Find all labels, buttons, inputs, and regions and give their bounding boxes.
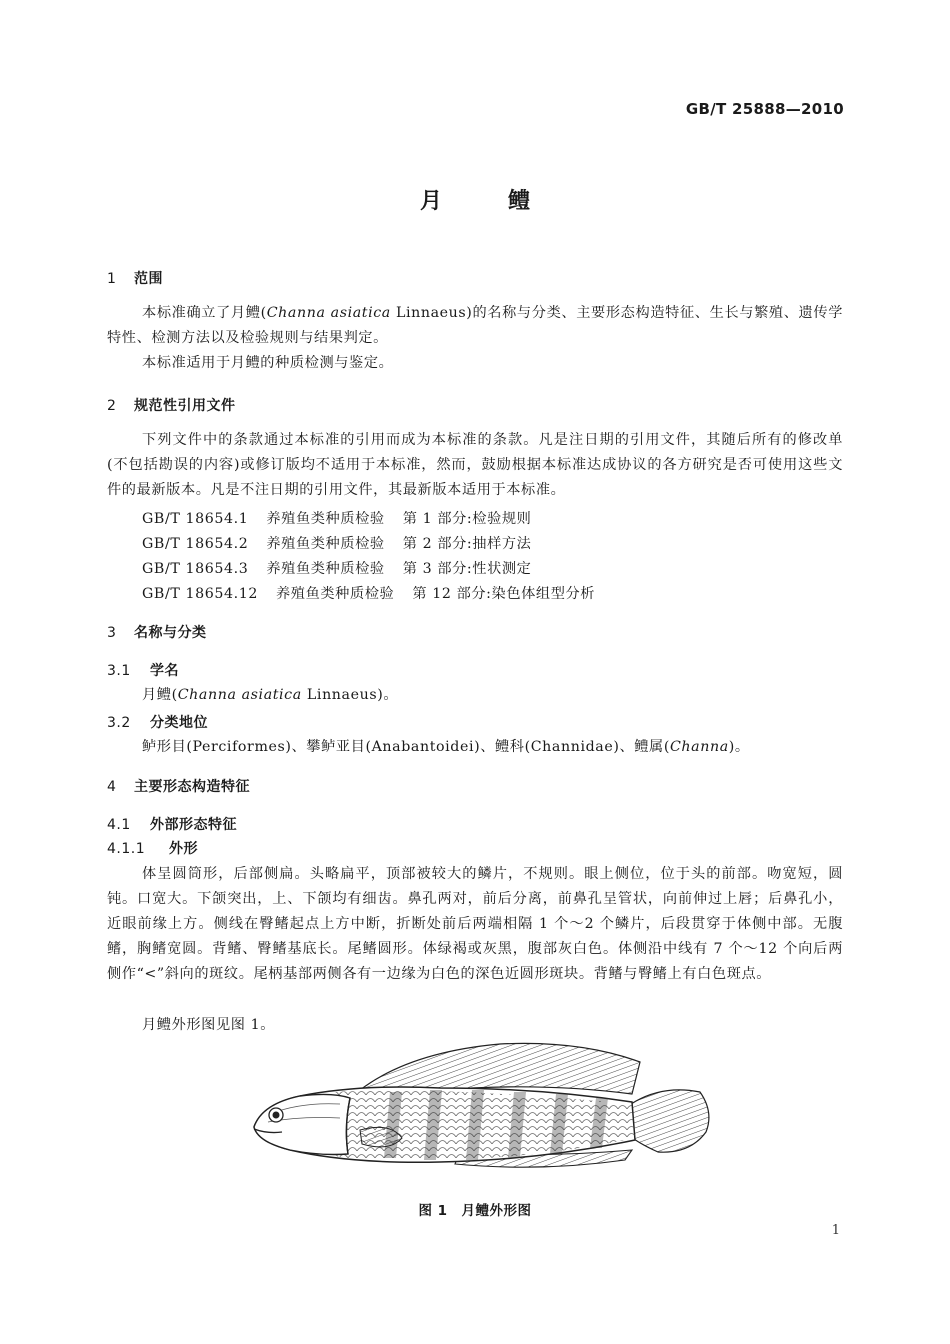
page-number: 1 [831, 1223, 840, 1238]
subsection-heading-3-1: 3.1 学名 [107, 663, 179, 679]
caudal-fin [628, 1090, 709, 1152]
scientific-name: 月鳢(Channa asiatica Linnaeus)。 [142, 687, 399, 703]
morphology-paragraph: 体呈圆筒形，后部侧扁。头略扁平，顶部被较大的鳞片，不规则。眼上侧位，位于头的前部。吻宽短，圆钝。口宽大。下颌突出，上、下颌均有细齿。鼻孔两对，前后分离，前鼻孔呈管状，向前伸过上唇；后鼻孔小，近眼前缘上方。侧线在臀鳍起点上方中断，折断处前后两端相隔 1 个～2 个鳞片，后段贯穿于体侧中部。无腹鳍，胸鳍宽圆。背鳍、臀鳍基底长。尾鳍圆形。体绿褐或灰黑，腹部灰白色。体侧沿中线有 7 个～12 个向后两侧作“<”斜向的斑纹。尾柄基部两侧各有一边缘为白色的深色近圆形斑块。背鳍与臀鳍上有白色斑点。 [107, 866, 843, 982]
subsection-heading-4-1-1: 4.1.1 外形 [107, 841, 198, 857]
latin-name: Channa asiatica [266, 305, 391, 321]
reference-item: GB/T 18654.2 养殖鱼类种质检验 第 2 部分:抽样方法 [142, 536, 532, 552]
scope-paragraph-1: 本标准确立了月鳢(Channa asiatica Linnaeus)的名称与分类、主要形态构造特征、生长与繁殖、遗传学特性、检测方法以及检验规则与结果判定。 [107, 305, 843, 346]
document-title [0, 184, 950, 215]
scope-paragraph-2: 本标准适用于月鳢的种质检测与鉴定。 [142, 355, 394, 371]
fish-head [254, 1094, 350, 1154]
section-heading-1: 1 范围 [107, 271, 163, 287]
reference-item: GB/T 18654.12 养殖鱼类种质检验 第 12 部分:染色体组型分析 [142, 586, 596, 602]
reference-item: GB/T 18654.3 养殖鱼类种质检验 第 3 部分:性状测定 [142, 561, 532, 577]
section-heading-3: 3 名称与分类 [107, 625, 207, 641]
reference-item: GB/T 18654.1 养殖鱼类种质检验 第 1 部分:检验规则 [142, 511, 532, 527]
fish-illustration [240, 1032, 716, 1204]
title-char-2: 鳢 [508, 189, 531, 214]
title-char-1: 月 [419, 189, 442, 214]
classification-text: 鲈形目(Perciformes)、攀鲈亚目(Anabantoidei)、鳢科(Channidae)、鳢属(Channa)。 [142, 739, 750, 755]
standard-code: GB/T 25888—2010 [685, 100, 844, 118]
subsection-heading-3-2: 3.2 分类地位 [107, 715, 208, 731]
figure-reference-text: 月鳢外形图见图 1。 [142, 1017, 276, 1033]
section-heading-2: 2 规范性引用文件 [107, 398, 236, 414]
figure-caption: 图 1 月鳢外形图 [418, 1203, 532, 1219]
subsection-heading-4-1: 4.1 外部形态特征 [107, 817, 237, 833]
normative-intro: 下列文件中的条款通过本标准的引用而成为本标准的条款。凡是注日期的引用文件，其随后所有的修改单(不包括勘误的内容)或修订版均不适用于本标准，然而，鼓励根据本标准达成协议的各方研究是否可使用这些文件的最新版本。凡是不注日期的引用文件，其最新版本适用于本标准。 [107, 432, 843, 498]
section-heading-4: 4 主要形态构造特征 [107, 779, 250, 795]
